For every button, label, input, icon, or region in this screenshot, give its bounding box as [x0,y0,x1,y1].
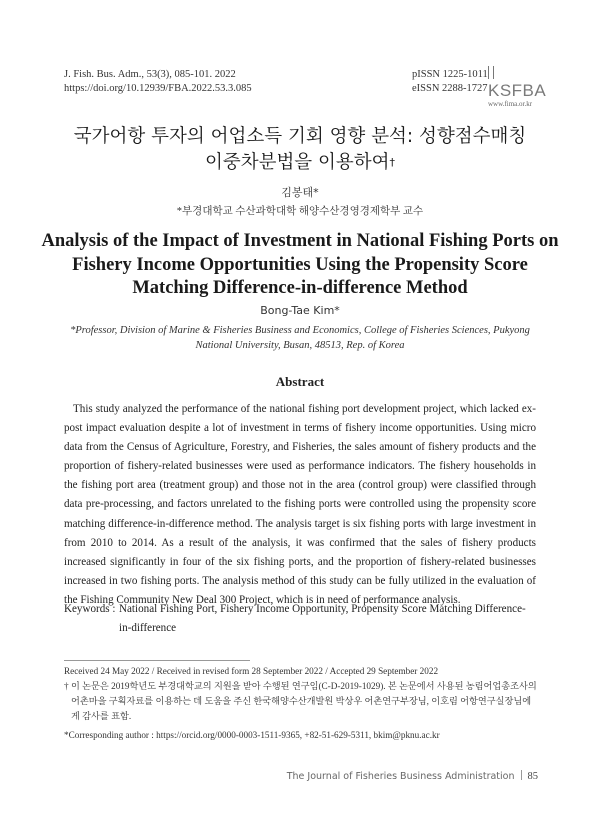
keywords-label: Keywords : [64,603,116,615]
korean-title [30,124,570,176]
abstract-body: This study analyzed the performance of the national fishing port development project, which lacked ex-post impact evaluation despite a lot of investment in terms of fishery income opportunities. Using micro data from the Census of Agriculture, Forestry, and Fisheries, the sales amount of fishery products and the proportion of fishery-related businesses were used as performance indicators. The fishery households in the fishing port area (treatment group) and those not in the area (control group) were classified through data pre-processing, and factors unrelated to the fishing ports were controlled using the propensity score matching difference-in-difference method. The analysis target is six fishing ports with large investment in from 2010 to 2014. As a result of the analysis, it was confirmed that the sales of fishery products increased significantly in four of the six fishing ports, and the proportion of fishery-related businesses increased in two fishing ports. The analysis method of this study can be fully utilized in the evaluation of the Fishing Community New Deal 300 Project, which is in need of performance analysis. [64,403,536,606]
korean-affiliation: *부경대학교 수산과학대학 해양수산경영경제학부 교수 [176,206,424,217]
acknowledgement-footnote: 이 논문은 2019학년도 부경대학교의 지원을 받아 수행된 연구임(C-D-2019-1029). 본 논문에서 사용된 농림어업총조사의 어촌마을 구획자료를 이용하는 데 도움을 주신 한국해양수산개발원 박상우 어촌연구부장님, 이호림 어항연구실장님에게 감사를 표함. [71,681,537,721]
journal-header [64,68,252,95]
logo-bars-icon [488,66,494,79]
korean-title-line1: 국가어항 투자의 어업소득 기회 영향 분석: 성향점수매칭 [73,126,527,147]
footer-separator [521,770,522,780]
logo-text: KSFBA [488,81,547,100]
journal-reference: J. Fish. Bus. Adm., 53(3), 085-101. 2022 [64,69,236,80]
received-dates: Received 24 May 2022 / Received in revised form 28 September 2022 / Accepted 29 September 2022 [64,666,439,676]
footnote-dagger-mark: † [64,681,69,691]
ksfba-logo [488,64,548,109]
footnote-divider [64,660,250,661]
page-number: 85 [527,771,538,782]
english-affiliation: *Professor, Division of Marine & Fisheries Business and Economics, College of Fisheries Sciences, Pukyong National University, Busan, 48513, Rep. of Korea [70,325,530,351]
eissn: eISSN 2288-1727 [412,82,488,94]
page-footer [287,770,538,782]
keywords-text: National Fishing Port, Fishery Income Opportunity, Propensity Score Matching Difference-in-difference [119,603,526,634]
corresponding-author: *Corresponding author : https://orcid.org/0000-0003-1511-9365, +82-51-629-5311, bkim@pknu.ac.kr [64,730,440,740]
pissn: pISSN 1225-1011 [412,69,488,80]
title-dagger-mark: † [389,156,396,169]
logo-url: www.fima.or.kr [488,100,533,108]
korean-title-line2: 이중차분법을 이용하여 [204,152,390,173]
english-title: Analysis of the Impact of Investment in National Fishing Ports on Fishery Income Opportunities Using the Propensity Score Matching Difference-in-difference Method [41,231,559,298]
korean-author: 김봉태* [281,186,319,199]
footer-journal-name: The Journal of Fisheries Business Administration [286,771,515,782]
abstract-heading: Abstract [275,374,325,389]
english-author: Bong-Tae Kim* [260,304,340,317]
issn-block [412,68,488,95]
doi-link[interactable]: https://doi.org/10.12939/FBA.2022.53.3.085 [64,82,252,94]
